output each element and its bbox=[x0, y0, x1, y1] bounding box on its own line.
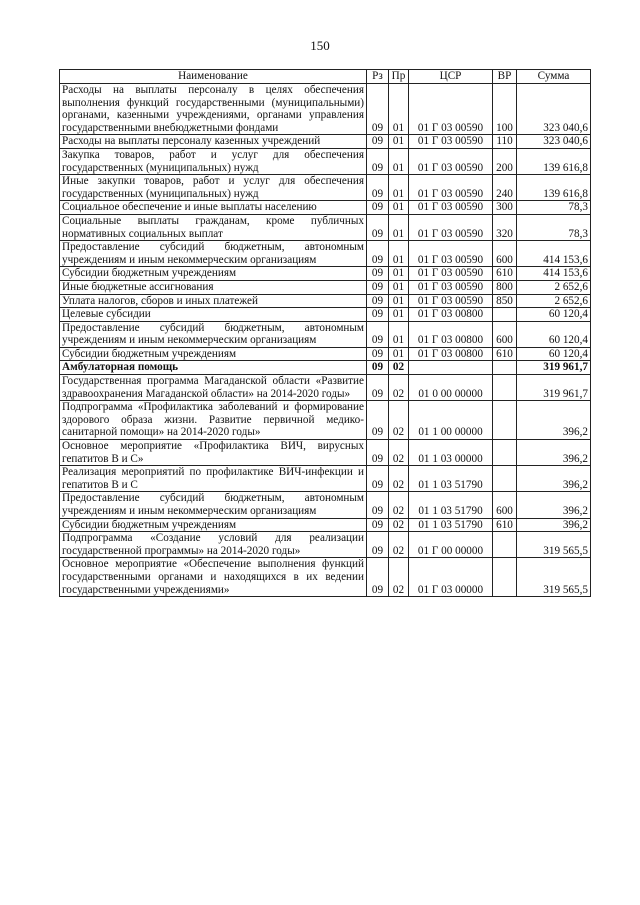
cell-sum: 414 153,6 bbox=[517, 241, 591, 267]
table-row bbox=[60, 135, 591, 149]
cell-rz: 09 bbox=[367, 241, 389, 267]
cell-name: Амбулаторная помощь bbox=[60, 361, 367, 375]
cell-rz: 09 bbox=[367, 84, 389, 135]
cell-sum: 414 153,6 bbox=[517, 267, 591, 281]
cell-sum: 396,2 bbox=[517, 440, 591, 466]
cell-rz: 09 bbox=[367, 294, 389, 308]
cell-pr: 01 bbox=[389, 214, 409, 240]
cell-pr: 02 bbox=[389, 440, 409, 466]
cell-rz: 09 bbox=[367, 440, 389, 466]
cell-sum: 2 652,6 bbox=[517, 280, 591, 294]
cell-name: Реализация мероприятий по профилактике ВИЧ-инфекции и гепатитов В и С bbox=[60, 466, 367, 492]
table-row bbox=[60, 321, 591, 347]
cell-rz: 09 bbox=[367, 135, 389, 149]
cell-name: Расходы на выплаты персоналу казенных учреждений bbox=[60, 135, 367, 149]
cell-name: Предоставление субсидий бюджетным, автономным учреждениям и иным некоммерческим организациям bbox=[60, 321, 367, 347]
cell-vr: 610 bbox=[493, 347, 517, 361]
table-row bbox=[60, 347, 591, 361]
cell-rz: 09 bbox=[367, 492, 389, 518]
cell-csr: 01 Г 03 00800 bbox=[409, 347, 493, 361]
cell-csr: 01 1 00 00000 bbox=[409, 401, 493, 440]
cell-csr: 01 Г 03 00590 bbox=[409, 294, 493, 308]
cell-sum: 319 565,5 bbox=[517, 532, 591, 558]
cell-pr: 01 bbox=[389, 321, 409, 347]
cell-pr: 02 bbox=[389, 558, 409, 597]
cell-csr: 01 Г 00 00000 bbox=[409, 532, 493, 558]
cell-pr: 02 bbox=[389, 375, 409, 401]
cell-csr: 01 Г 03 00000 bbox=[409, 558, 493, 597]
table-row bbox=[60, 280, 591, 294]
cell-pr: 02 bbox=[389, 361, 409, 375]
cell-sum: 60 120,4 bbox=[517, 321, 591, 347]
cell-name: Подпрограмма «Создание условий для реализации государственной программы» на 2014-2020 годы» bbox=[60, 532, 367, 558]
cell-sum: 139 616,8 bbox=[517, 175, 591, 201]
cell-csr: 01 Г 03 00590 bbox=[409, 175, 493, 201]
cell-pr: 02 bbox=[389, 466, 409, 492]
cell-sum: 60 120,4 bbox=[517, 347, 591, 361]
cell-csr: 01 1 03 00000 bbox=[409, 440, 493, 466]
cell-pr: 01 bbox=[389, 267, 409, 281]
cell-vr bbox=[493, 440, 517, 466]
cell-csr: 01 1 03 51790 bbox=[409, 518, 493, 532]
cell-csr: 01 Г 03 00800 bbox=[409, 308, 493, 322]
cell-rz: 09 bbox=[367, 280, 389, 294]
cell-pr: 01 bbox=[389, 148, 409, 174]
header-csr: ЦСР bbox=[409, 70, 493, 84]
table-row bbox=[60, 532, 591, 558]
cell-name: Социальные выплаты гражданам, кроме публичных нормативных социальных выплат bbox=[60, 214, 367, 240]
cell-name: Субсидии бюджетным учреждениям bbox=[60, 267, 367, 281]
cell-pr: 01 bbox=[389, 308, 409, 322]
cell-pr: 01 bbox=[389, 241, 409, 267]
cell-csr: 01 Г 03 00590 bbox=[409, 201, 493, 215]
cell-csr: 01 Г 03 00590 bbox=[409, 280, 493, 294]
cell-csr: 01 Г 03 00590 bbox=[409, 267, 493, 281]
cell-sum: 78,3 bbox=[517, 214, 591, 240]
table-row bbox=[60, 148, 591, 174]
cell-vr: 300 bbox=[493, 201, 517, 215]
cell-csr: 01 Г 03 00590 bbox=[409, 241, 493, 267]
table-row bbox=[60, 518, 591, 532]
table-row bbox=[60, 401, 591, 440]
cell-csr: 01 Г 03 00800 bbox=[409, 321, 493, 347]
cell-rz: 09 bbox=[367, 532, 389, 558]
cell-pr: 01 bbox=[389, 347, 409, 361]
cell-name: Основное мероприятие «Обеспечение выполнения функций государственными органами и находящихся в их ведении государственными учреждениями» bbox=[60, 558, 367, 597]
cell-vr: 600 bbox=[493, 241, 517, 267]
cell-sum: 396,2 bbox=[517, 492, 591, 518]
cell-vr bbox=[493, 361, 517, 375]
cell-sum: 2 652,6 bbox=[517, 294, 591, 308]
cell-csr: 01 Г 03 00590 bbox=[409, 135, 493, 149]
cell-csr: 01 Г 03 00590 bbox=[409, 84, 493, 135]
cell-name: Иные закупки товаров, работ и услуг для обеспечения государственных (муниципальных) нужд bbox=[60, 175, 367, 201]
cell-rz: 09 bbox=[367, 466, 389, 492]
table-header-row bbox=[60, 70, 591, 84]
cell-vr bbox=[493, 466, 517, 492]
cell-sum: 60 120,4 bbox=[517, 308, 591, 322]
cell-sum: 319 565,5 bbox=[517, 558, 591, 597]
cell-rz: 09 bbox=[367, 267, 389, 281]
cell-rz: 09 bbox=[367, 308, 389, 322]
cell-sum: 319 961,7 bbox=[517, 361, 591, 375]
cell-rz: 09 bbox=[367, 518, 389, 532]
cell-pr: 02 bbox=[389, 492, 409, 518]
table-row bbox=[60, 375, 591, 401]
cell-vr bbox=[493, 558, 517, 597]
cell-sum: 396,2 bbox=[517, 401, 591, 440]
cell-name: Целевые субсидии bbox=[60, 308, 367, 322]
cell-vr: 320 bbox=[493, 214, 517, 240]
cell-name: Основное мероприятие «Профилактика ВИЧ, вирусных гепатитов В и С» bbox=[60, 440, 367, 466]
cell-rz: 09 bbox=[367, 175, 389, 201]
cell-vr: 110 bbox=[493, 135, 517, 149]
cell-vr: 610 bbox=[493, 518, 517, 532]
budget-table bbox=[59, 69, 591, 597]
cell-vr bbox=[493, 308, 517, 322]
cell-sum: 139 616,8 bbox=[517, 148, 591, 174]
cell-vr: 240 bbox=[493, 175, 517, 201]
cell-name: Уплата налогов, сборов и иных платежей bbox=[60, 294, 367, 308]
header-pr: Пр bbox=[389, 70, 409, 84]
cell-vr: 100 bbox=[493, 84, 517, 135]
cell-name: Подпрограмма «Профилактика заболеваний и формирование здорового образа жизни. Развитие первичной медико-санитарной помощи» на 2014-2020 годы» bbox=[60, 401, 367, 440]
table-row bbox=[60, 558, 591, 597]
cell-pr: 01 bbox=[389, 280, 409, 294]
cell-name: Закупка товаров, работ и услуг для обеспечения государственных (муниципальных) нужд bbox=[60, 148, 367, 174]
cell-csr bbox=[409, 361, 493, 375]
cell-name: Иные бюджетные ассигнования bbox=[60, 280, 367, 294]
cell-name: Социальное обеспечение и иные выплаты населению bbox=[60, 201, 367, 215]
page-number: 150 bbox=[310, 38, 330, 53]
cell-pr: 02 bbox=[389, 518, 409, 532]
cell-vr: 850 bbox=[493, 294, 517, 308]
cell-pr: 01 bbox=[389, 84, 409, 135]
table-row bbox=[60, 84, 591, 135]
cell-name: Предоставление субсидий бюджетным, автономным учреждениям и иным некоммерческим организациям bbox=[60, 241, 367, 267]
cell-sum: 319 961,7 bbox=[517, 375, 591, 401]
cell-vr bbox=[493, 532, 517, 558]
cell-csr: 01 Г 03 00590 bbox=[409, 214, 493, 240]
header-name: Наименование bbox=[60, 70, 367, 84]
cell-sum: 78,3 bbox=[517, 201, 591, 215]
cell-csr: 01 0 00 00000 bbox=[409, 375, 493, 401]
cell-rz: 09 bbox=[367, 148, 389, 174]
table-row bbox=[60, 241, 591, 267]
cell-csr: 01 Г 03 00590 bbox=[409, 148, 493, 174]
cell-pr: 01 bbox=[389, 135, 409, 149]
table-row bbox=[60, 294, 591, 308]
cell-rz: 09 bbox=[367, 401, 389, 440]
table-row bbox=[60, 201, 591, 215]
table-row bbox=[60, 466, 591, 492]
cell-name: Предоставление субсидий бюджетным, автономным учреждениям и иным некоммерческим организациям bbox=[60, 492, 367, 518]
header-rz: Рз bbox=[367, 70, 389, 84]
cell-pr: 01 bbox=[389, 175, 409, 201]
cell-rz: 09 bbox=[367, 375, 389, 401]
cell-rz: 09 bbox=[367, 558, 389, 597]
cell-sum: 396,2 bbox=[517, 466, 591, 492]
cell-vr: 800 bbox=[493, 280, 517, 294]
cell-pr: 01 bbox=[389, 294, 409, 308]
cell-sum: 323 040,6 bbox=[517, 135, 591, 149]
table-row bbox=[60, 361, 591, 375]
header-vr: ВР bbox=[493, 70, 517, 84]
cell-rz: 09 bbox=[367, 361, 389, 375]
cell-name: Государственная программа Магаданской области «Развитие здравоохранения Магаданской области» на 2014-2020 годы» bbox=[60, 375, 367, 401]
cell-vr bbox=[493, 375, 517, 401]
table-row bbox=[60, 175, 591, 201]
header-sum: Сумма bbox=[517, 70, 591, 84]
cell-pr: 01 bbox=[389, 201, 409, 215]
table-row bbox=[60, 492, 591, 518]
table-row bbox=[60, 308, 591, 322]
cell-csr: 01 1 03 51790 bbox=[409, 492, 493, 518]
cell-pr: 02 bbox=[389, 532, 409, 558]
table-body bbox=[60, 84, 591, 597]
cell-vr: 610 bbox=[493, 267, 517, 281]
cell-vr bbox=[493, 401, 517, 440]
cell-name: Субсидии бюджетным учреждениям bbox=[60, 347, 367, 361]
cell-rz: 09 bbox=[367, 201, 389, 215]
cell-vr: 200 bbox=[493, 148, 517, 174]
cell-rz: 09 bbox=[367, 347, 389, 361]
table-row bbox=[60, 440, 591, 466]
table-row bbox=[60, 214, 591, 240]
cell-csr: 01 1 03 51790 bbox=[409, 466, 493, 492]
cell-vr: 600 bbox=[493, 492, 517, 518]
cell-vr: 600 bbox=[493, 321, 517, 347]
cell-pr: 02 bbox=[389, 401, 409, 440]
cell-rz: 09 bbox=[367, 214, 389, 240]
cell-name: Расходы на выплаты персоналу в целях обеспечения выполнения функций государственными (муниципальными) органами, казенными учреждениями, органами управления государственными внебюджетными фондами bbox=[60, 84, 367, 135]
cell-rz: 09 bbox=[367, 321, 389, 347]
table-row bbox=[60, 267, 591, 281]
cell-name: Субсидии бюджетным учреждениям bbox=[60, 518, 367, 532]
cell-sum: 396,2 bbox=[517, 518, 591, 532]
cell-sum: 323 040,6 bbox=[517, 84, 591, 135]
